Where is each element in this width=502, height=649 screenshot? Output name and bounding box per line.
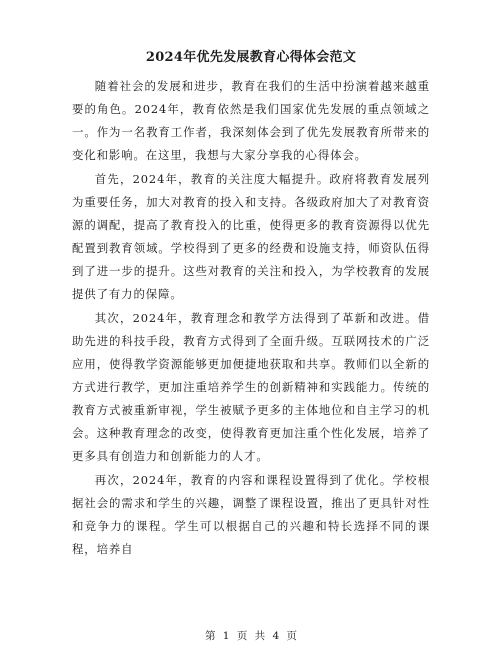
paragraph-1: 随着社会的发展和进步，教育在我们的生活中扮演着越来越重要的角色。2024年，教育依然是我们国家优先发展的重点领域之一。作为一名教育工作者，我深刻体会到了优先发展教育所带来的变化和影响。在这里，我想与大家分享我的心得体会。 [72, 79, 430, 162]
paragraph-2: 首先，2024年，教育的关注度大幅提升。政府将教育发展列为重要任务，加大对教育的投入和支持。各级政府加大了对教育资源的调配，提高了教育投入的比重，使得更多的教育资源得以优先配置到教育领域。学校得到了更多的经费和设施支持，师资队伍得到了进一步的提升。这些对教育的关注和投入，为学校教育的发展提供了有力的保障。 [72, 172, 430, 301]
page-number-footer: 第 1 页 共 4 页 [204, 630, 298, 642]
document-title: 2024年优先发展教育心得体会范文 [145, 50, 357, 65]
paragraph-4: 再次，2024年，教育的内容和课程设置得到了优化。学校根据社会的需求和学生的兴趣，调整了课程设置，推出了更具针对性和竞争力的课程。学生可以根据自己的兴趣和特长选择不同的课程，培养自 [72, 473, 430, 556]
paragraph-3: 其次，2024年，教育理念和教学方法得到了革新和改进。借助先进的科技手段，教育方式得到了全面升级。互联网技术的广泛应用，使得教学资源能够更加便捷地获取和共享。教师们以全新的方式进行教学，更加注重培养学生的创新精神和实践能力。传统的教育方式被重新审视，学生被赋予更多的主体地位和自主学习的机会。这种教育理念的改变，使得教育更加注重个性化发展，培养了更多具有创造力和创新能力的人才。 [72, 311, 430, 463]
document-body [72, 75, 430, 561]
